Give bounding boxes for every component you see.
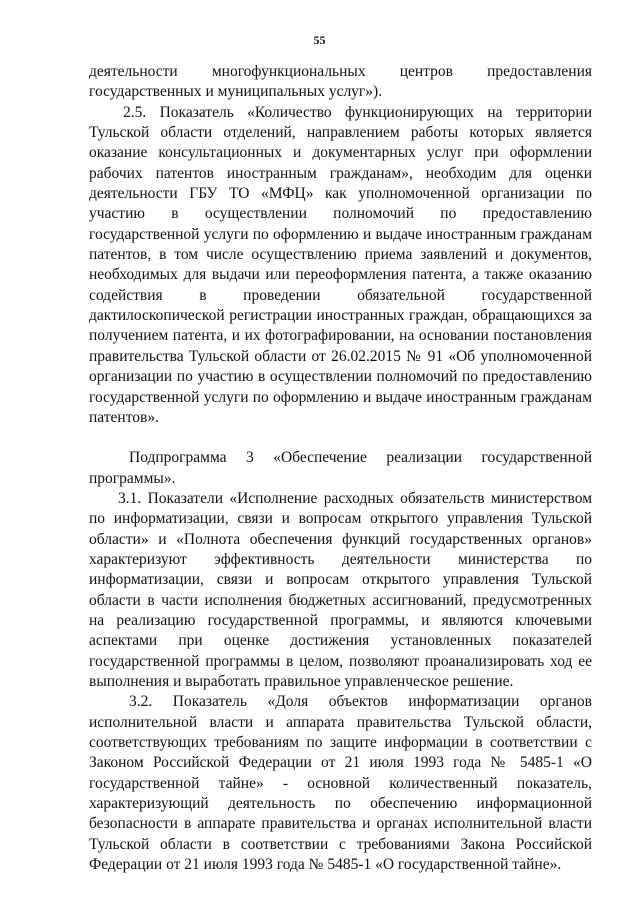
section-gap: [89, 428, 592, 448]
page-number: 55: [313, 33, 326, 47]
paragraph-3-2: 3.2. Показатель «Доля объектов информатизации органов исполнительной власти и аппарата правительства Тульской области, соответствующих требованиям по защите информации в соответствии с Законом Российской Федерации от 21 июля 1993 года № 5485-1 «О государственной тайне» - основной количественный показатель, характеризующий деятельность по обеспечению информационной безопасности в аппарате правительства и органах исполнительной власти Тульской области в соответствии с требованиями Закона Российской Федерации от 21 июля 1993 года № 5485-1 «О государственной тайне».: [89, 693, 592, 874]
paragraph-3-1: 3.1. Показатели «Исполнение расходных обязательств министерством по информатизации, связи и вопросам открытого управления Тульской области» и «Полнота обеспечения функций государственных органов» характеризуют эффективность деятельности министерства по информатизации, связи и вопросам открытого управления Тульской области в части исполнения бюджетных ассигнований, предусмотренных на реализацию государственной программы, и являются ключевыми аспектами при оценке достижения установленных показателей государственной программы в целом, позволяют проанализировать ход ее выполнения и выработать правильное управленческое решение.: [89, 489, 592, 690]
paragraph-2-5: 2.5. Показатель «Количество функционирующих на территории Тульской области отделений, направлением работы которых является оказание консультационных и документарных услуг при оформлении рабочих патентов иностранным гражданам», необходим для оценки деятельности ГБУ ТО «МФЦ» как уполномоченной организации по участию в осуществлении полномочий по предоставлению государственной услуги по оформлению и выдаче иностранным гражданам патентов, в том числе осуществлению приема заявлений и документов, необходимых для выдачи или переоформления патента, а также оказанию содействия в проведении обязательной государственной дактилоскопической регистрации иностранных граждан, обращающихся за получением патента, и их фотографировании, на основании постановления правительства Тульской области от 26.02.2015 № 91 «Об уполномоченной организации по участию в осуществлении полномочий по предоставлению государственной услуги по оформлению и выдаче иностранным гражданам патентов».: [89, 103, 592, 426]
paragraph-continuation: деятельности многофункциональных центров предоставления государственных и муниципальных услуг»).: [89, 63, 592, 101]
document-body: [89, 62, 592, 875]
subprogram-3-heading: Подпрограмма 3 «Обеспечение реализации государственной программы».: [89, 449, 592, 487]
